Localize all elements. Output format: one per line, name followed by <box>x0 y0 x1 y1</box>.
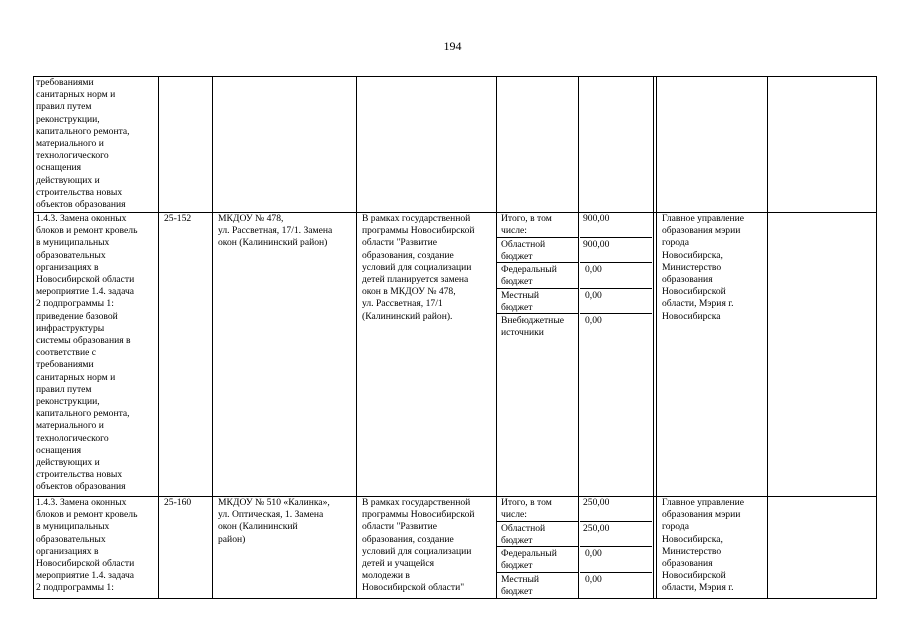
activity-name-cell: 1.4.3. Замена оконных блоков и ремонт кровель в муниципальных образовательных организациях в Новосибирской области мероприятие 1.4. задача 2 подпрограммы 1: <box>36 497 138 594</box>
funding-divider <box>580 288 652 289</box>
col-border <box>356 76 357 599</box>
funding-source: Итого, в том числе: <box>501 213 552 237</box>
funding-divider <box>580 262 652 263</box>
funding-divider <box>497 237 578 238</box>
col-border <box>767 76 768 599</box>
funding-divider <box>580 572 652 573</box>
page-number: 194 <box>443 39 462 53</box>
description-cell: В рамках государственной программы Новосибирской области "Развитие образования, создание условий для социализации детей и учащейся молодежи в Новосибирской области" <box>362 497 475 594</box>
activity-name-cell: 1.4.3. Замена оконных блоков и ремонт кровель в муниципальных образовательных организациях в Новосибирской области мероприятие 1.4. задача 2 подпрограммы 1: приведение базовой инфраструктуры системы образования в соответствие с требованиями санитарных норм и правил путем реконструкции, капитального ремонта, материального и технологического оснащения действующих и строительства новых объектов образования <box>36 213 138 493</box>
funding-source: Областной бюджет <box>501 239 546 263</box>
funding-divider <box>580 546 652 547</box>
funding-divider <box>497 546 578 547</box>
col-border <box>876 76 877 599</box>
funding-divider <box>580 237 652 238</box>
funding-source: Местный бюджет <box>501 574 540 598</box>
description-cell: В рамках государственной программы Новосибирской области "Развитие образования, создание условий для социализации детей планируется замена окон в МКДОУ № 478, ул. Рассветная, 17/1 (Калининский район). <box>362 213 475 322</box>
funding-divider <box>580 313 652 314</box>
funding-amount: 0,00 <box>585 315 602 326</box>
funding-source: Федеральный бюджет <box>501 264 557 288</box>
funding-amount: 0,00 <box>585 548 602 559</box>
funding-amount: 900,00 <box>583 213 610 224</box>
responsible-cell: Главное управление образования мэрии города Новосибирска, Министерство образования Новосибирской области, Мэрия г. Новосибирска <box>662 213 745 322</box>
col-border <box>158 76 159 599</box>
responsible-cell: Главное управление образования мэрии города Новосибирска, Министерство образования Новосибирской области, Мэрия г. <box>662 497 745 594</box>
funding-amount: 250,00 <box>583 523 610 534</box>
funding-source: Областной бюджет <box>501 523 546 547</box>
object-code-cell: 25-160 <box>164 497 192 508</box>
funding-amount: 900,00 <box>583 239 610 250</box>
funding-divider <box>497 262 578 263</box>
funding-amount: 0,00 <box>585 264 602 275</box>
col-border <box>656 76 657 599</box>
object-code-cell: 25-152 <box>164 213 192 224</box>
funding-divider <box>497 572 578 573</box>
funding-source: Итого, в том числе: <box>501 497 552 521</box>
funding-divider <box>580 521 652 522</box>
table-bottom-border <box>33 598 876 599</box>
table-top-border <box>33 76 876 77</box>
funding-source: Внебюджетные источники <box>501 315 565 339</box>
funding-amount: 0,00 <box>585 574 602 585</box>
col-border <box>578 76 579 599</box>
col-border <box>212 76 213 599</box>
funding-divider <box>497 313 578 314</box>
funding-source: Федеральный бюджет <box>501 548 557 572</box>
funding-divider <box>497 521 578 522</box>
funding-divider <box>497 288 578 289</box>
funding-amount: 0,00 <box>585 290 602 301</box>
col-border <box>33 76 34 599</box>
col-border <box>653 76 654 599</box>
object-cell: МКДОУ № 478, ул. Рассветная, 17/1. Замена окон (Калининский район) <box>218 213 333 249</box>
funding-source: Местный бюджет <box>501 290 540 314</box>
activity-name-cell: требованиями санитарных норм и правил путем реконструкции, капитального ремонта, материального и технологического оснащения действующих и строительства новых объектов образования <box>36 77 130 211</box>
object-cell: МКДОУ № 510 «Калинка», ул. Оптическая, 1. Замена окон (Калининский район) <box>218 497 330 545</box>
funding-amount: 250,00 <box>583 497 610 508</box>
